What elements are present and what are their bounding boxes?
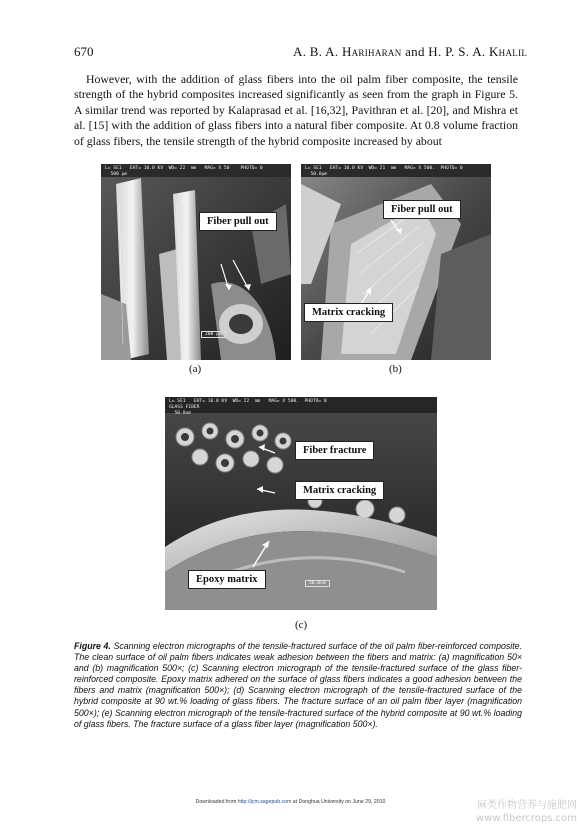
figure-c-micrograph <box>165 397 437 610</box>
figure-c-callout-fiber-fracture: Fiber fracture <box>295 441 374 460</box>
body-paragraph-text: However, with the addition of glass fibers into the oil palm fiber composite, the tensile strength of the hybrid composites increased significantly as seen from the graph in Figure 5. A similar trend was reported by Kalaprasad et al. [16,32], Pavithran et al. [20], and Mishra et al. [15] with the addition of glass fibers into a natural fiber composite. At 0.8 volume fraction of glass fibers, the tensile strength of the hybrid composite increased by about <box>74 72 518 148</box>
figure-c-scale-bar: 50.0um <box>305 580 330 587</box>
figure-a-sem-image <box>101 164 291 360</box>
caption-lead: Figure 4. <box>74 641 111 651</box>
figure-b-sem-image <box>301 164 491 360</box>
figure-a-callout-fiber-pull-out: Fiber pull out <box>199 212 277 231</box>
figure-c-callout-epoxy-matrix: Epoxy matrix <box>188 570 266 589</box>
figure-a-sem-header: L= SE1 EHT= 10.0 KV WD= 22 mm MAG= X 50 PHOTO= 0 500 μm <box>105 166 263 177</box>
figure-caption <box>74 641 522 730</box>
site-watermark <box>476 799 577 825</box>
figure-b-micrograph <box>301 164 491 360</box>
footer-link[interactable]: http://jcm.sagepub.com <box>237 799 292 805</box>
authors-prefix: A. B. A. <box>293 44 342 59</box>
figure-b-callout-fiber-pull-out: Fiber pull out <box>383 200 461 219</box>
figure-b-callout-matrix-cracking: Matrix cracking <box>304 303 393 322</box>
figure-a-scale-bar: 200 μm <box>201 331 226 338</box>
author-surname-1: Hariharan <box>341 44 402 59</box>
figure-b-sem-header: L= SE1 EHT= 10.0 KV WD= 21 mm MAG= X 500. PHOTO= 0 50.0μm <box>305 166 463 177</box>
authors-mid: and H. P. S. A. <box>401 44 489 59</box>
figure-c-sem-header: L= SE1 EHT= 10.0 KV WD= 22 mm MAG= X 500. PHOTO= 0 GLASS FIBER 50.0um <box>169 399 327 416</box>
running-header-authors <box>293 44 527 60</box>
figure-c-callout-matrix-cracking: Matrix cracking <box>295 481 384 500</box>
author-surname-2: Khalil <box>488 44 528 59</box>
figure-c-label: (c) <box>295 619 308 631</box>
figure-a-micrograph <box>101 164 291 360</box>
figure-a-label: (a) <box>189 363 202 375</box>
body-paragraph <box>74 72 518 149</box>
figure-b-label: (b) <box>389 363 402 375</box>
watermark-line-1: 麻类作物营养与施肥网 <box>477 800 577 811</box>
caption-text: Scanning electron micrographs of the tensile-fractured surface of the oil palm fiber-reinforced composite. The clean surface of oil palm fibers indicates weak adhesion between the fibers and matrix: (a) magnification 50× and (b) magnification 500×; (c) Scanning electron micrograph of the tensile-fractured surface of the glass fiber-reinforced composite. Epoxy matrix adhered on the surface of glass fibers indicates a good adhesion between the fibers and matrix (magnification 500×); (d) Scanning electron micrograph of the tensile-fractured surface of the hybrid composite at 90 wt.% loading of glass fibers. The fracture surface of an oil palm fiber layer (magnification 500×); (e) Scanning electron micrograph of the tensile-fractured surface of the hybrid composite at 90 wt.% loading of glass fibers. The fracture surface of a glass fiber layer (magnification 500×). <box>74 641 522 729</box>
watermark-line-2: www.fibercrops.com <box>475 813 577 824</box>
footer-suffix: at Donghua University on June 29, 2010 <box>291 799 386 805</box>
footer-prefix: Downloaded from <box>195 799 238 805</box>
page-number: 670 <box>74 44 94 59</box>
